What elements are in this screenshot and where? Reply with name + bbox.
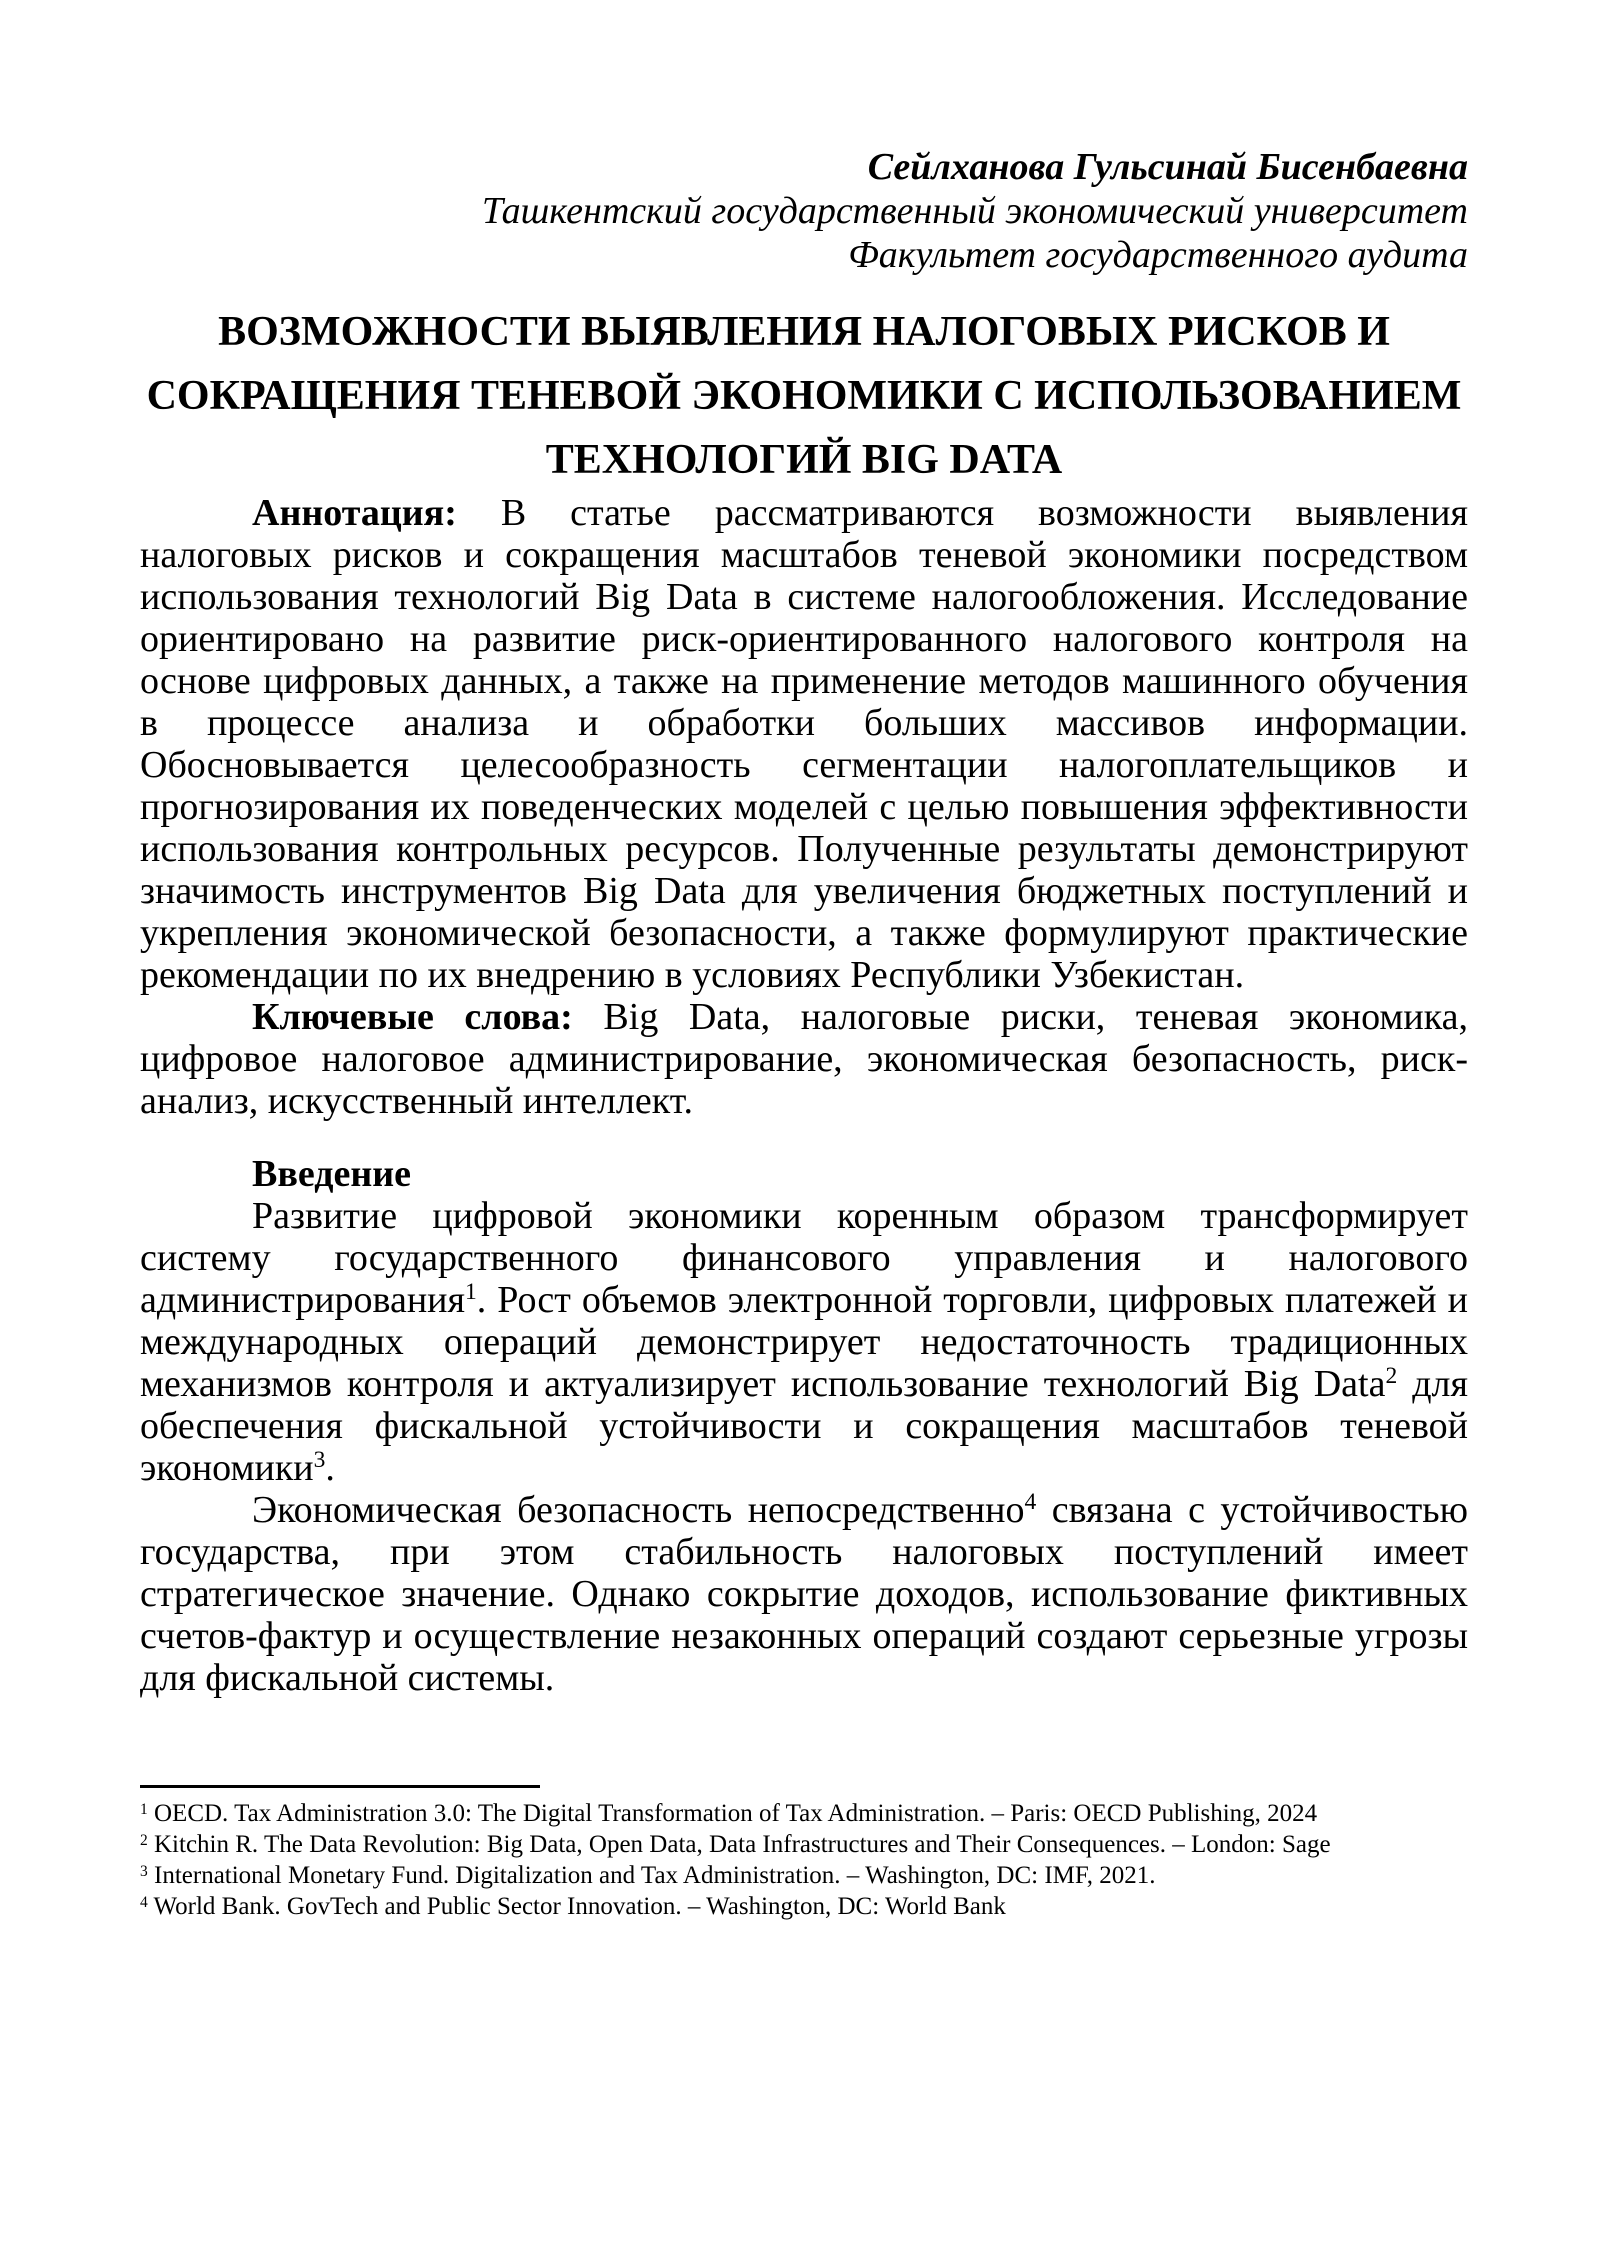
keywords-paragraph <box>140 996 1468 1122</box>
paper-title-line-1: ВОЗМОЖНОСТИ ВЫЯВЛЕНИЯ НАЛОГОВЫХ РИСКОВ И <box>218 309 1390 355</box>
footnote-text: OECD. Tax Administration 3.0: The Digital Transformation of Tax Administration. – Paris: OECD Publishing, 2024 <box>147 1800 1318 1827</box>
abstract-text: В статье рассматриваются возможности выявления налоговых рисков и сокращения масштабов теневой экономики посредством использования технологий Big Data в системе налогообложения. Исследование ориентировано на развитие риск-ориентированного налогового контроля на основе цифровых данных, а также на применение методов машинного обучения в процессе анализа и обработки больших массивов информации. Обосновывается целесообразность сегментации налогоплательщиков и прогнозирования их поведенческих моделей с целью повышения эффективности использования контрольных ресурсов. Полученные результаты демонстрируют значимость инструментов Big Data для увеличения бюджетных поступлений и укрепления экономической безопасности, а также формулируют практические рекомендации по их внедрению в условиях Республики Узбекистан. <box>140 492 1468 996</box>
footnote-text: Kitchin R. The Data Revolution: Big Data, Open Data, Data Infrastructures and Their Consequences. – London: Sage <box>147 1831 1331 1858</box>
footnote-separator <box>140 1785 540 1788</box>
footnote-item <box>140 1891 1468 1922</box>
introduction-heading: Введение <box>252 1153 411 1195</box>
footnote-number: 4 <box>140 1894 148 1912</box>
intro-p1-text-1: Развитие цифровой экономики коренным образом трансформирует систему государственного финансового управления и налогового администрирования <box>140 1195 1468 1321</box>
author-faculty: Факультет государственного аудита <box>848 234 1468 276</box>
footnote-text: International Monetary Fund. Digitalization and Tax Administration. – Washington, DC: IMF, 2021. <box>147 1862 1156 1889</box>
footnote-item <box>140 1798 1468 1829</box>
footnote-number: 3 <box>140 1863 148 1881</box>
footnotes-section <box>140 1798 1468 1922</box>
footnote-ref-2: 2 <box>1385 1363 1398 1390</box>
footnote-ref-3: 3 <box>313 1447 326 1474</box>
footnote-text: World Bank. GovTech and Public Sector Innovation. – Washington, DC: World Bank <box>147 1893 1006 1920</box>
footnote-ref-4: 4 <box>1024 1489 1037 1516</box>
paper-title <box>140 300 1468 492</box>
abstract-paragraph <box>140 492 1468 996</box>
footnote-ref-1: 1 <box>465 1279 477 1306</box>
keywords-label: Ключевые слова: <box>252 996 573 1038</box>
keywords-text: Big Data, налоговые риски, теневая экономика, цифровое налоговое администрирование, экономическая безопасность, риск-анализ, искусственный интеллект. <box>140 996 1469 1122</box>
footnote-number: 2 <box>140 1832 148 1850</box>
author-name: Сейлханова Гульсинай Бисенбаевна <box>867 146 1468 188</box>
intro-p2-text-2: связана с устойчивостью государства, при этом стабильность налоговых поступлений имеет стратегическое значение. Однако сокрытие доходов, использование фиктивных счетов-фактур и осуществление незаконных операций создают серьезные угрозы для фискальной системы. <box>140 1489 1468 1699</box>
paper-title-line-3: ТЕХНОЛОГИЙ BIG DATA <box>545 437 1063 483</box>
author-affiliation: Ташкентский государственный экономический университет <box>481 190 1468 232</box>
intro-paragraph-1 <box>140 1195 1468 1489</box>
author-block <box>140 145 1468 277</box>
intro-paragraph-2 <box>140 1489 1468 1699</box>
footnote-item <box>140 1860 1468 1891</box>
footnote-item <box>140 1829 1468 1860</box>
intro-p1-text-4: . <box>325 1447 335 1489</box>
paper-title-line-2: СОКРАЩЕНИЯ ТЕНЕВОЙ ЭКОНОМИКИ С ИСПОЛЬЗОВАНИЕМ <box>146 373 1462 419</box>
intro-p1-text-2: . Рост объемов электронной торговли, цифровых платежей и международных операций демонстрирует недостаточность традиционных механизмов контроля и актуализирует использование технологий Big Data <box>140 1279 1468 1405</box>
abstract-label: Аннотация: <box>252 492 457 534</box>
intro-p1-text-3: для обеспечения фискальной устойчивости и сокращения масштабов теневой экономики <box>140 1363 1468 1489</box>
footnote-number: 1 <box>140 1801 148 1819</box>
intro-p2-text-1: Экономическая безопасность непосредственно <box>252 1489 1025 1531</box>
